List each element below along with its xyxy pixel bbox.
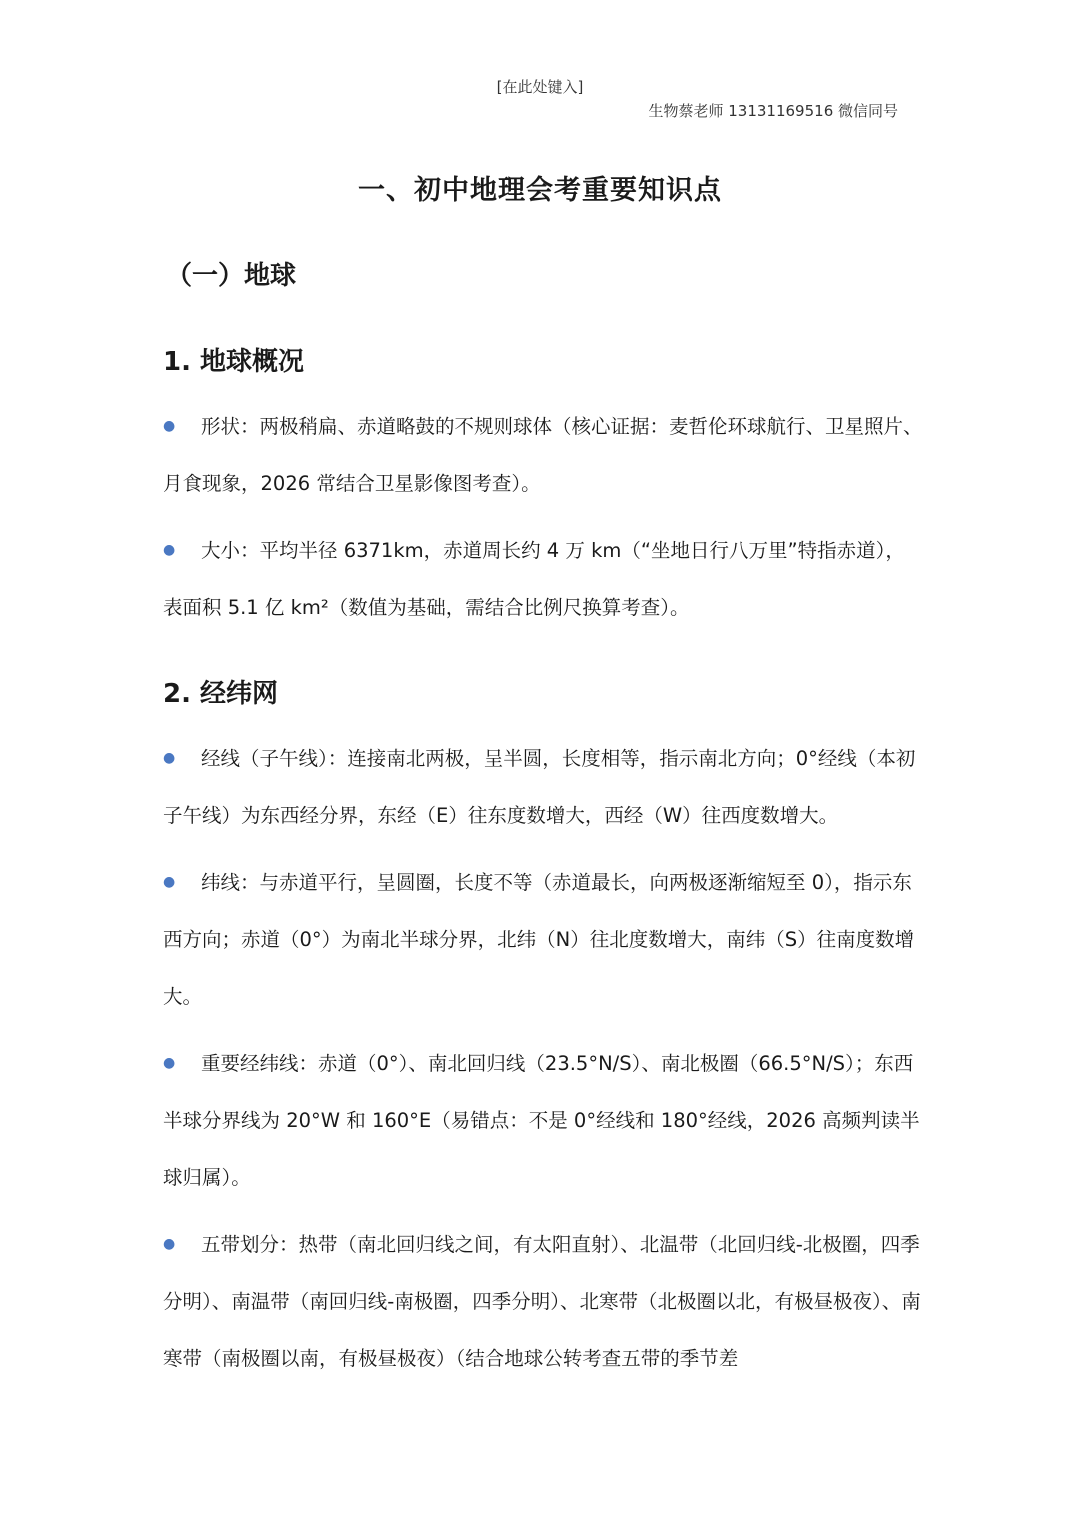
list-item (163, 854, 923, 1025)
header-contact: 生物蔡老师 13131169516 微信同号 (648, 102, 898, 120)
bullet-icon: ● (163, 542, 176, 558)
bullet-icon: ● (163, 750, 176, 766)
list-item (163, 522, 923, 636)
list-item-text: 经线（子午线）：连接南北两极，呈半圆，长度相等，指示南北方向；0°经线（本初子午线）为东西经分界，东经（E）往东度数增大，西经（W）往西度数增大。 (163, 747, 916, 827)
bullet-icon: ● (163, 1236, 176, 1252)
list-item (163, 398, 923, 512)
bullet-icon: ● (163, 418, 176, 434)
bullet-icon: ● (163, 874, 176, 890)
bullet-icon: ● (163, 1055, 176, 1071)
list-item (163, 730, 923, 844)
subsection-heading: 1. 地球概况 (163, 347, 305, 377)
document-title: 一、初中地理会考重要知识点 (358, 175, 722, 206)
list-item-text: 重要经纬线：赤道（0°）、南北回归线（23.5°N/S）、南北极圈（66.5°N/S）；东西半球分界线为 20°W 和 160°E（易错点：不是 0°经线和 180°经线，2026 高频判读半球归属）。 (163, 1052, 920, 1189)
section-heading: （一）地球 (166, 261, 297, 291)
list-item-text: 五带划分：热带（南北回归线之间，有太阳直射）、北温带（北回归线-北极圈，四季分明）、南温带（南回归线-南极圈，四季分明）、北寒带（北极圈以北，有极昼极夜）、南寒带（南极圈以南，有极昼极夜）（结合地球公转考查五带的季节差 (163, 1233, 921, 1370)
list-item (163, 1216, 923, 1387)
list-item-text: 纬线：与赤道平行，呈圆圈，长度不等（赤道最长，向两极逐渐缩短至 0），指示东西方向；赤道（0°）为南北半球分界，北纬（N）往北度数增大，南纬（S）往南度数增大。 (163, 871, 915, 1008)
subsection-heading: 2. 经纬网 (163, 679, 279, 709)
header-placeholder: [在此处键入] (496, 78, 584, 96)
list-item (163, 1035, 923, 1206)
list-item-text: 大小：平均半径 6371km，赤道周长约 4 万 km（“坐地日行八万里”特指赤道），表面积 5.1 亿 km²（数值为基础，需结合比例尺换算考查）。 (163, 539, 905, 619)
list-item-text: 形状：两极稍扁、赤道略鼓的不规则球体（核心证据：麦哲伦环球航行、卫星照片、月食现象，2026 常结合卫星影像图考查）。 (163, 415, 923, 495)
